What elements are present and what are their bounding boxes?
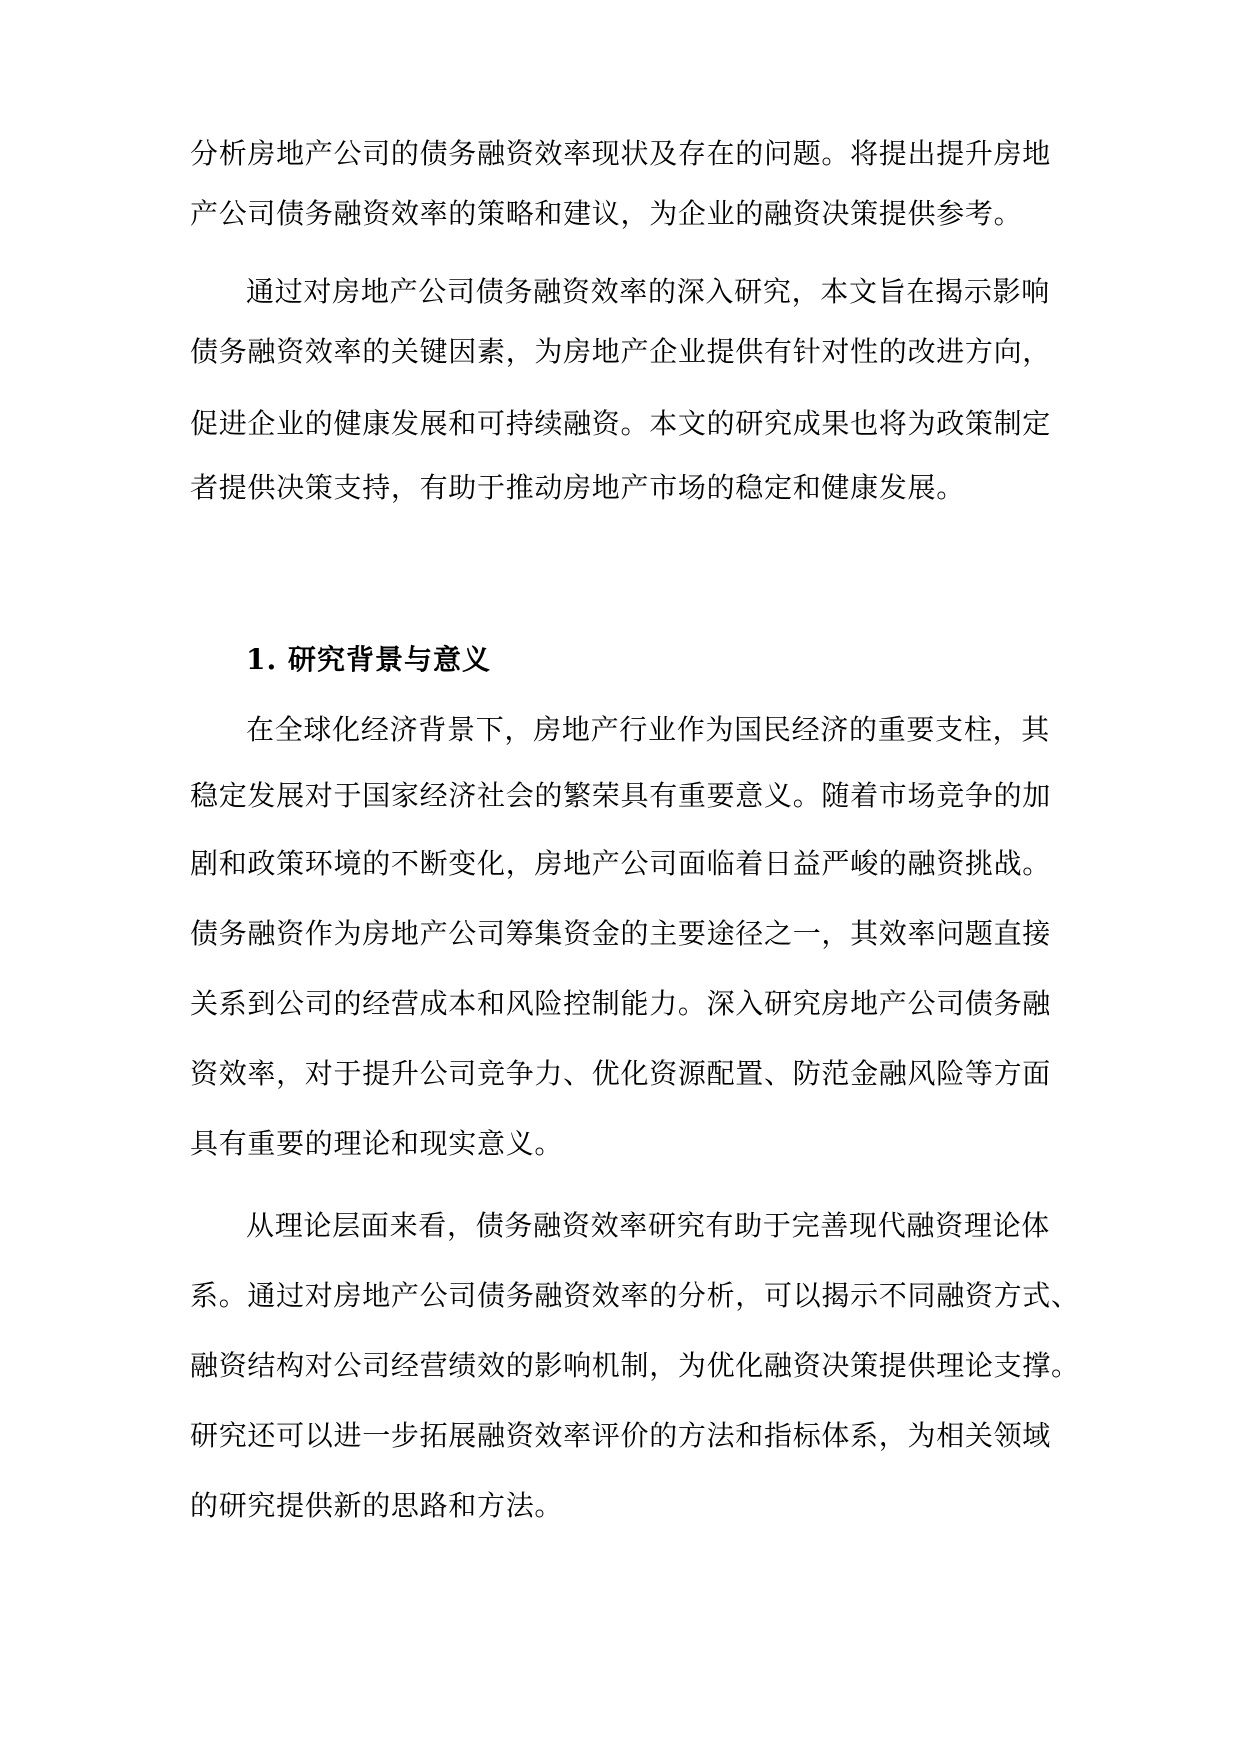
text-line: 分析房地产公司的债务融资效率现状及存在的问题。将提出提升房地	[190, 137, 1052, 170]
section-heading: 1. 研究背景与意义	[246, 643, 491, 676]
text-line: 产公司债务融资效率的策略和建议，为企业的融资决策提供参考。	[190, 197, 1023, 230]
text-line: 剧和政策环境的不断变化，房地产公司面临着日益严峻的融资挑战。	[190, 847, 1052, 880]
text-line: 融资结构对公司经营绩效的影响机制，为优化融资决策提供理论支撑。	[190, 1349, 1080, 1382]
text-line: 资效率，对于提升公司竞争力、优化资源配置、防范金融风险等方面	[190, 1057, 1052, 1090]
text-line: 具有重要的理论和现实意义。	[190, 1127, 564, 1160]
text-line: 系。通过对房地产公司债务融资效率的分析，可以揭示不同融资方式、	[190, 1279, 1080, 1312]
text-line: 从理论层面来看，债务融资效率研究有助于完善现代融资理论体	[246, 1209, 1050, 1242]
text-line: 关系到公司的经营成本和风险控制能力。深入研究房地产公司债务融	[190, 987, 1052, 1020]
text-line: 稳定发展对于国家经济社会的繁荣具有重要意义。随着市场竞争的加	[190, 779, 1052, 812]
text-line: 研究还可以进一步拓展融资效率评价的方法和指标体系，为相关领域	[190, 1419, 1052, 1452]
text-line: 通过对房地产公司债务融资效率的深入研究，本文旨在揭示影响	[246, 275, 1050, 308]
text-line: 在全球化经济背景下，房地产行业作为国民经济的重要支柱，其	[246, 713, 1050, 746]
text-line: 者提供决策支持，有助于推动房地产市场的稳定和健康发展。	[190, 471, 965, 504]
text-line: 促进企业的健康发展和可持续融资。本文的研究成果也将为政策制定	[190, 407, 1052, 440]
text-line: 债务融资作为房地产公司筹集资金的主要途径之一，其效率问题直接	[190, 917, 1052, 950]
text-line: 债务融资效率的关键因素，为房地产企业提供有针对性的改进方向，	[190, 335, 1052, 368]
text-line: 的研究提供新的思路和方法。	[190, 1489, 564, 1522]
